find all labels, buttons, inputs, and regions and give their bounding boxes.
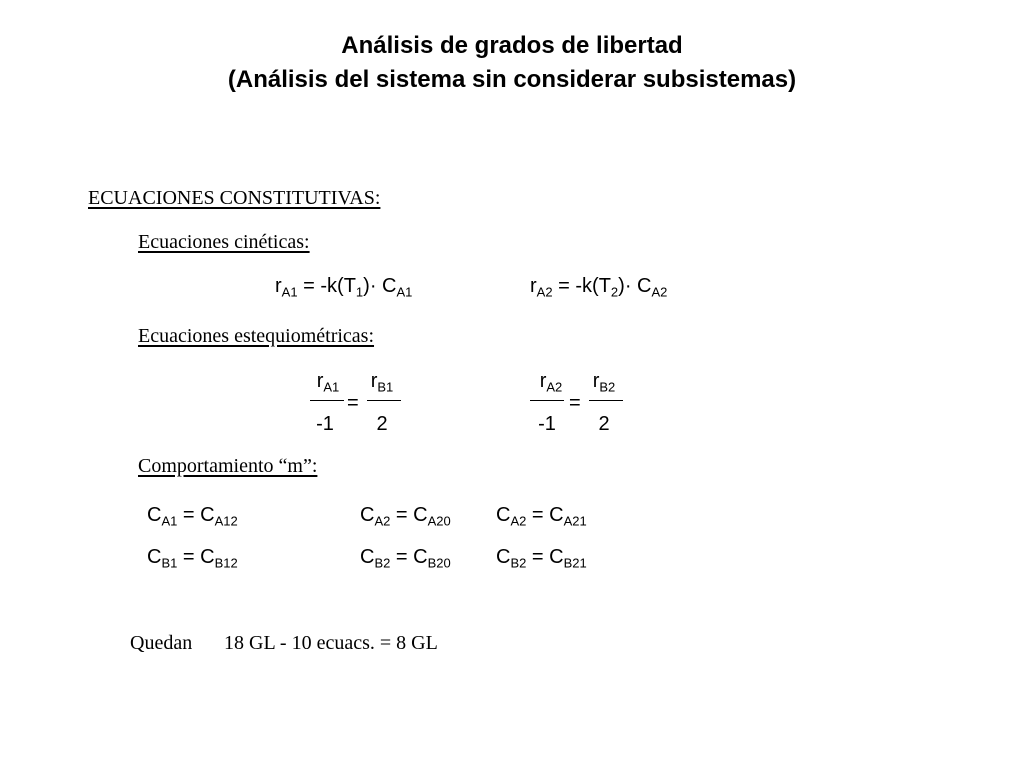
equals-sign: = [347, 392, 359, 414]
behavior-eq-row1-col3: $C_{A2} = C_{A21}$ [496, 504, 587, 529]
behavior-eq-row2-col2: $C_{B2} = C_{B20}$ [360, 546, 451, 571]
fraction-denominator: 2 [598, 413, 610, 435]
behavior-eq-row1-col1: $C_{A1} = C_{A12}$ [147, 504, 238, 529]
fraction-denominator: -1 [538, 413, 556, 435]
summary-label: Quedan [130, 632, 193, 654]
title-line-1: Análisis de grados de libertad [341, 32, 683, 59]
kinetics-heading: Ecuaciones cinéticas: [138, 231, 310, 253]
behavior-eq-row1-col2: $C_{A2} = C_{A20}$ [360, 504, 451, 529]
behavior-eq-row2-col3: $C_{B2} = C_{B21}$ [496, 546, 587, 571]
fraction-numerator: $r_{B1}$ [370, 370, 394, 395]
fraction-bar [367, 400, 401, 401]
fraction-denominator: 2 [376, 413, 388, 435]
kinetic-equation-2: $r_{A2} = -k(T_2)\cdot C_{A2}$ [530, 275, 668, 300]
fraction-denominator: -1 [316, 413, 334, 435]
summary-text: 18 GL - 10 ecuacs. = 8 GL [224, 632, 438, 654]
fraction-bar [310, 400, 344, 401]
equals-sign: = [569, 392, 581, 414]
title-line-2: (Análisis del sistema sin considerar subsistemas) [227, 66, 797, 93]
section-heading: ECUACIONES CONSTITUTIVAS: [88, 187, 381, 209]
stoich-heading: Ecuaciones estequiométricas: [138, 325, 375, 347]
fraction-numerator: $r_{A2}$ [539, 370, 563, 395]
behavior-eq-row2-col1: $C_{B1} = C_{B12}$ [147, 546, 238, 571]
fraction-bar [530, 400, 564, 401]
behavior-heading: Comportamiento “m”: [138, 455, 318, 477]
fraction-numerator: $r_{A1}$ [316, 370, 340, 395]
fraction-numerator: $r_{B2}$ [592, 370, 616, 395]
fraction-bar [589, 400, 623, 401]
kinetic-equation-1: $r_{A1} = -k(T_1)\cdot C_{A1}$ [275, 275, 413, 300]
